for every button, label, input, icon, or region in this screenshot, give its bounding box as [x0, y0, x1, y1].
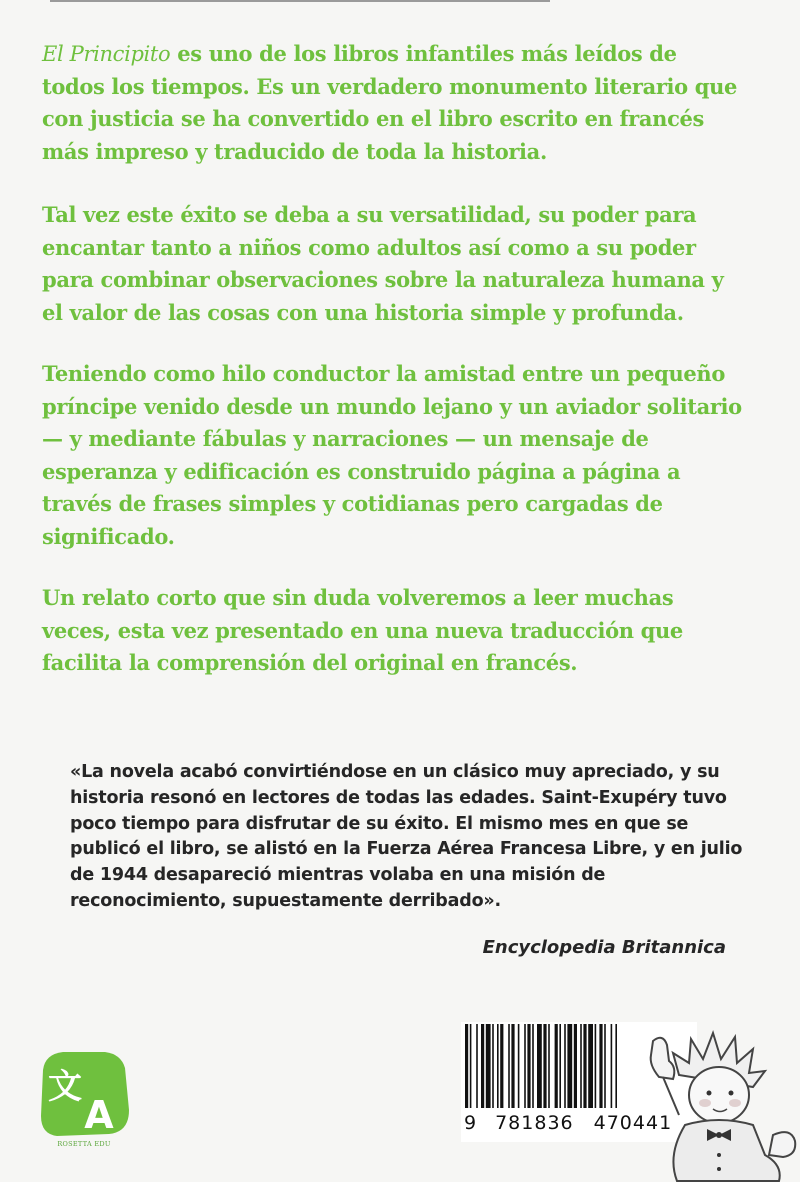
book-title: El Principito: [42, 42, 171, 66]
logo-glyph-right: A: [84, 1093, 114, 1137]
quote-source: Encyclopedia Britannica: [482, 937, 726, 958]
blurb-paragraph-4: Un relato corto que sin duda volveremos a leer muchas veces, esta vez presentado en una nueva traducción que facilita la comprensión del original en francés.: [42, 585, 683, 675]
barcode-digit-lead: 9: [464, 1112, 478, 1134]
top-rule: [50, 0, 550, 2]
blurb: [42, 38, 742, 709]
publisher-name: ROSETTA EDU: [57, 1140, 111, 1148]
translate-icon: [35, 1048, 133, 1140]
publisher-logo: [35, 1048, 133, 1158]
blurb-paragraph-1: [42, 38, 742, 168]
logo-glyph-left: 文: [48, 1067, 82, 1107]
barcode-group-2: 470441: [593, 1112, 673, 1134]
review-quote: «La novela acabó convirtiéndose en un clásico muy apreciado, y su historia resonó en lectores de todas las edades. Saint-Exupéry tuvo poco tiempo para disfrutar de su éxito. El mismo mes en que se publicó el libro, se alistó en la Fuerza Aérea Francesa Libre, y en julio de 1944 desapareció mientras volaba en una misión de reconocimiento, supuestamente derribado».: [70, 762, 743, 911]
little-prince-icon: [633, 1015, 800, 1182]
blurb-paragraph-2: Tal vez este éxito se deba a su versatilidad, su poder para encantar tanto a niños como adultos así como a su poder para combinar observaciones sobre la naturaleza humana y el valor de las cosas con una historia simple y profunda.: [42, 202, 724, 325]
barcode-group-1: 781836: [495, 1112, 574, 1134]
blurb-paragraph-3: Teniendo como hilo conductor la amistad entre un pequeño príncipe venido desde un mundo lejano y un aviador solitario — y mediante fábulas y narraciones — un mensaje de esperanza y edificación es construido página a página a través de frases simples y cotidianas pero cargadas de significado.: [42, 361, 742, 549]
blurb-paragraph-1-text: es uno de los libros infantiles más leídos de todos los tiempos. Es un verdadero monumento literario que con justicia se ha convertido en el libro escrito en francés más impreso y traducido de toda la historia.: [42, 41, 738, 164]
